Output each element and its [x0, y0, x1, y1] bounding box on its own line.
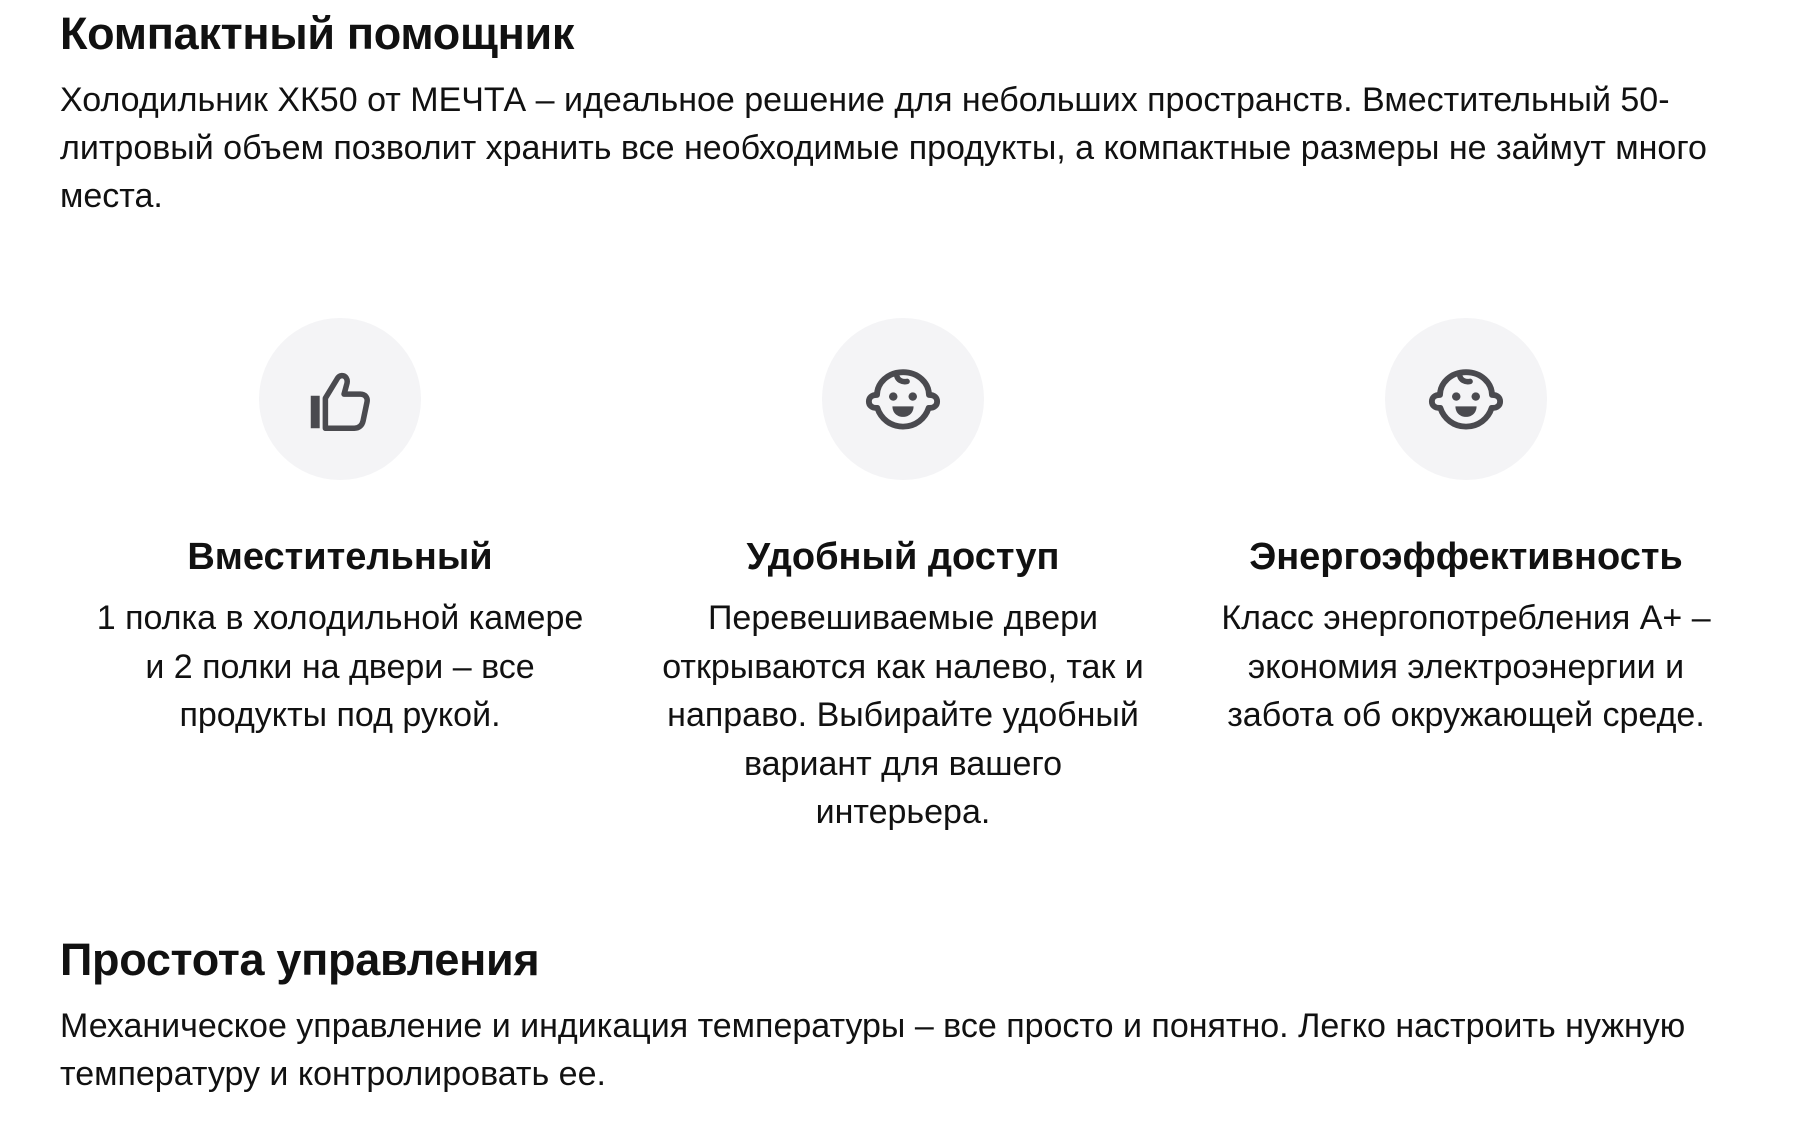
feature-text: 1 полка в холодильной камере и 2 полки на двери – все продукты под рукой.	[96, 599, 584, 734]
intro-text: Холодильник ХК50 от МЕЧТА – идеальное решение для небольших пространств. Вместительный 50-литровый объем позволит хранить все необходимые продукты, а компактные размеры не займут много места.	[60, 81, 1707, 215]
baby-face-icon	[864, 360, 942, 438]
control-title: Простота управления	[60, 934, 540, 985]
control-section	[60, 930, 1760, 1098]
baby-face-icon	[1427, 360, 1505, 438]
feature-title: Вместительный	[187, 536, 493, 578]
feature-energy-efficiency	[1216, 318, 1716, 740]
thumbs-up-icon	[301, 360, 379, 438]
features-list	[60, 318, 1740, 858]
feature-icon-circle	[822, 318, 984, 480]
feature-icon-circle	[259, 318, 421, 480]
feature-text: Класс энергопотребления А+ – экономия электроэнергии и забота об окружающей среде.	[1221, 599, 1711, 734]
intro-section	[60, 4, 1760, 220]
feature-title: Удобный доступ	[746, 536, 1060, 578]
feature-capacious	[90, 318, 590, 740]
feature-convenient-access	[653, 318, 1153, 837]
intro-title: Компактный помощник	[60, 8, 575, 59]
feature-title: Энергоэффективность	[1249, 536, 1683, 578]
feature-text: Перевешиваемые двери открываются как налево, так и направо. Выбирайте удобный вариант для вашего интерьера.	[662, 599, 1144, 831]
feature-icon-circle	[1385, 318, 1547, 480]
control-text: Механическое управление и индикация температуры – все просто и понятно. Легко настроить нужную температуру и контролировать ее.	[60, 1007, 1686, 1093]
